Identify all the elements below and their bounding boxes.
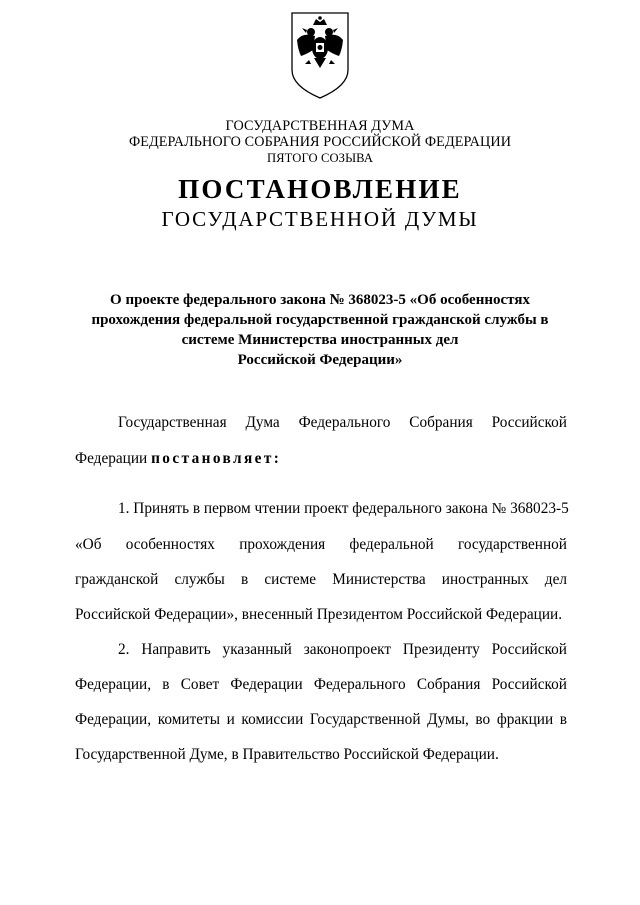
item-2-line: Государственной Думе, в Правительство Российской Федерации. (75, 746, 499, 763)
item-2-line: 2. Направить указанный законопроект Президенту Российской (118, 641, 567, 658)
subject-line: О проекте федерального закона № 368023-5 «Об особенностях (110, 292, 530, 308)
header-line-2: ФЕДЕРАЛЬНОГО СОБРАНИЯ РОССИЙСКОЙ ФЕДЕРАЦИИ (128, 134, 512, 150)
subject-line: прохождения федеральной государственной гражданской службы в (91, 312, 549, 328)
item-2-line: Федерации, комитеты и комиссии Государственной Думы, во фракции в (75, 711, 567, 728)
subject-line: Российской Федерации» (237, 352, 403, 368)
parliament-header (0, 118, 640, 166)
header-line-3: ПЯТОГО СОЗЫВА (266, 151, 374, 165)
item-2-line: Федерации, в Совет Федерации Федерального Собрания Российской (75, 676, 567, 693)
subject-line: системе Министерства иностранных дел (181, 332, 459, 348)
document-subtitle: ГОСУДАРСТВЕННОЙ ДУМЫ (161, 207, 479, 231)
document-title: ПОСТАНОВЛЕНИЕ (178, 174, 462, 204)
preamble-line: Государственная Дума Федерального Собрания Российской (118, 414, 567, 431)
double-headed-eagle-emblem-icon (289, 10, 351, 102)
preamble-text: Федерации (75, 450, 152, 467)
preamble-line (75, 449, 281, 469)
item-1-line: гражданской службы в системе Министерства иностранных дел (75, 571, 567, 588)
document-subject (0, 290, 640, 370)
item-1-line: 1. Принять в первом чтении проект федерального закона № 368023-5 (118, 500, 569, 517)
preamble-decree-word: постановляет: (151, 450, 282, 467)
header-line-1: ГОСУДАРСТВЕННАЯ ДУМА (225, 118, 415, 134)
item-1-line: Российской Федерации», внесенный Президентом Российской Федерации. (75, 606, 563, 623)
item-1-line: «Об особенностях прохождения федеральной государственной (75, 536, 567, 553)
